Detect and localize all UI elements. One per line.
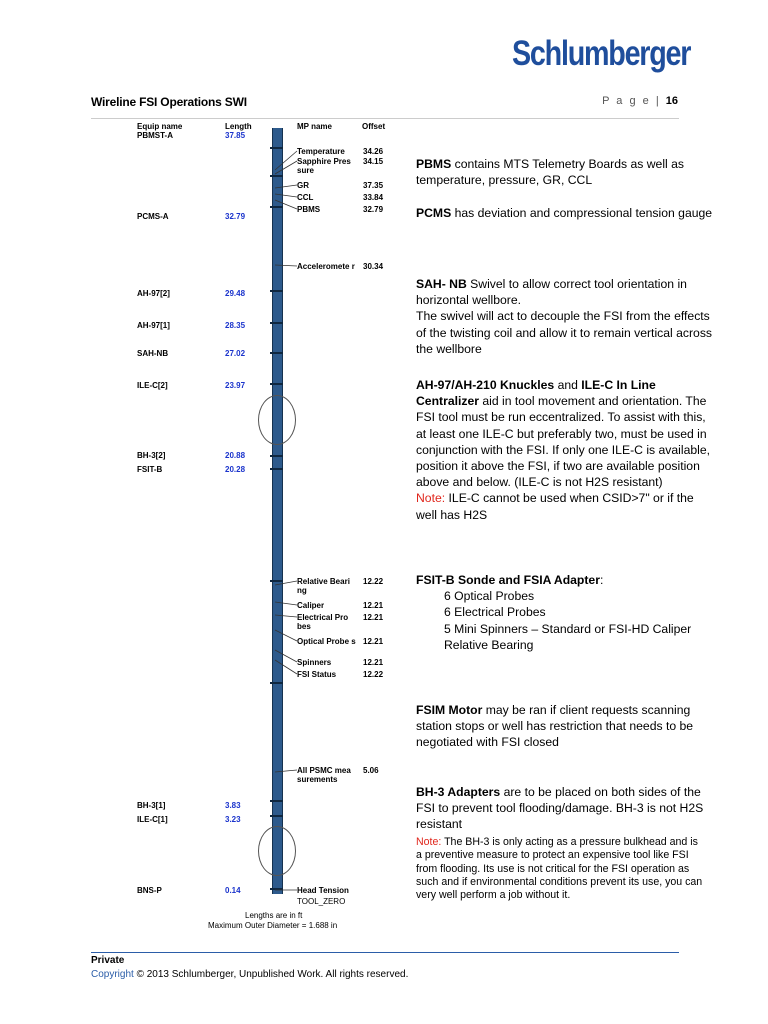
mp-name: All PSMC mea surements [297, 766, 351, 784]
equip-length: 28.35 [225, 321, 246, 330]
equip-row: FSIT-B [137, 465, 163, 474]
knuckles-description: AH-97/AH-210 Knuckles and ILE-C In Line Centralizer aid in tool movement and orientation. The FSI tool must be run eccentralized. To assist with this, at least one ILE-C but preferably two, must be used in conjunction with the FSI. If only one ILE-C is available, position it above the FSI, if two are available position above and below. (ILE-C is not H2S resistant) Note: ILE-C cannot be used when CSID>7" or if the well has H2S [416, 378, 711, 522]
equip-row: AH-97[1] [137, 321, 170, 330]
mp-offset: 34.15 [363, 157, 384, 166]
col-offset: Offset [362, 122, 386, 131]
bh3-note: Note: The BH-3 is only acting as a pressure bulkhead and is a preventive measure to protect an expensive tool like FSI from flooding. Its use is not critical for the FSI operation as such and if environmental conditions prevent its use, you can very well perform a job without it. [416, 836, 703, 902]
mp-name: Spinners [297, 658, 332, 667]
schlumberger-logo: Schlumberger [512, 34, 691, 73]
equip-length: 37.85 [225, 131, 246, 140]
private-label: Private [91, 955, 125, 966]
pcms-description: PCMS has deviation and compressional tension gauge [416, 206, 713, 220]
mp-name: PBMS [297, 205, 321, 214]
mp-name: Temperature [297, 147, 345, 156]
mp-name: Head Tension [297, 886, 349, 895]
mp-name: GR [297, 181, 309, 190]
leader-lines-lower [270, 760, 300, 900]
equip-length: 32.79 [225, 212, 246, 221]
mp-offset: 5.06 [363, 766, 379, 775]
col-length: Length [225, 122, 252, 131]
bh3-description: BH-3 Adapters are to be placed on both sides of the FSI to prevent tool flooding/damage. BH-3 is not H2S resistant [416, 785, 704, 832]
mp-offset: 12.21 [363, 637, 384, 646]
equip-row: BH-3[1] [137, 801, 166, 810]
footer-divider [91, 952, 679, 953]
tool-zero-label: TOOL_ZERO [297, 897, 346, 906]
header-divider [91, 118, 679, 119]
fsit-item: 6 Optical Probes [444, 589, 535, 604]
mp-offset: 33.84 [363, 193, 384, 202]
mp-name: Caliper [297, 601, 325, 610]
page-number [602, 95, 678, 107]
equip-row: ILE-C[2] [137, 381, 168, 390]
copyright-link[interactable]: Copyright [91, 969, 134, 980]
document-title: Wireline FSI Operations SWI [91, 95, 247, 109]
equip-length: 20.88 [225, 451, 246, 460]
page-prefix: P a g e | [602, 95, 661, 107]
equip-row: ILE-C[1] [137, 815, 168, 824]
mp-offset: 30.34 [363, 262, 384, 271]
mp-offset: 12.22 [363, 670, 384, 679]
equip-row: AH-97[2] [137, 289, 170, 298]
equip-row: PCMS-A [137, 212, 169, 221]
equip-row: SAH-NB [137, 349, 169, 358]
equip-length: 0.14 [225, 886, 241, 895]
mp-name: Optical Probe s [297, 637, 356, 646]
mp-name: Acceleromete r [297, 262, 355, 271]
col-mp-name: MP name [297, 122, 332, 131]
mp-name: FSI Status [297, 670, 337, 679]
col-equip-name: Equip name [137, 122, 183, 131]
fsit-item: Relative Bearing [444, 637, 534, 652]
mp-name: Electrical Pro bes [297, 613, 349, 631]
mp-offset: 12.22 [363, 577, 384, 586]
equip-length: 29.48 [225, 289, 246, 298]
mp-offset: 32.79 [363, 205, 384, 214]
copyright-line: Copyright © 2013 Schlumberger, Unpublished Work. All rights reserved. [91, 969, 409, 980]
od-note: Maximum Outer Diameter = 1.688 in [208, 921, 338, 930]
mp-name: CCL [297, 193, 314, 202]
sah-description: SAH- NB Swivel to allow correct tool orientation in horizontal wellbore. The swivel will act to decouple the FSI from the effects of the twisting coil and allow it to remain vertical across the wellbore [416, 277, 713, 356]
units-note: Lengths are in ft [245, 911, 303, 920]
mp-offset: 37.35 [363, 181, 384, 190]
mp-offset: 12.21 [363, 658, 384, 667]
fsit-item: 5 Mini Spinners – Standard or FSI-HD Caliper [444, 621, 692, 636]
fsit-item: 6 Electrical Probes [444, 605, 546, 620]
equip-row: BNS-P [137, 886, 162, 895]
fsim-description: FSIM Motor may be ran if client requests scanning station stops or well has restriction that needs to be negotiated with FSI closed [416, 703, 694, 750]
leader-lines [270, 140, 300, 700]
mp-offset: 12.21 [363, 613, 384, 622]
mp-offset: 34.26 [363, 147, 384, 156]
equip-length: 3.23 [225, 815, 241, 824]
fsit-description: FSIT-B Sonde and FSIA Adapter: 6 Optical Probes 6 Electrical Probes 5 Mini Spinners – Standard or FSI-HD Caliper Relative Bearing [416, 572, 716, 653]
pbms-description: PBMS contains MTS Telemetry Boards as well as temperature, pressure, GR, CCL [416, 157, 684, 188]
mp-offset: 12.21 [363, 601, 384, 610]
equip-length: 20.28 [225, 465, 246, 474]
note-label: Note: [416, 491, 446, 506]
equip-row: PBMST-A [137, 131, 173, 140]
equip-length: 23.97 [225, 381, 246, 390]
equip-length: 27.02 [225, 349, 246, 358]
mp-name: Sapphire Pres sure [297, 157, 351, 175]
mp-name: Relative Beari ng [297, 577, 350, 595]
page-number-value: 16 [665, 95, 678, 107]
equip-length: 3.83 [225, 801, 241, 810]
equip-row: BH-3[2] [137, 451, 166, 460]
